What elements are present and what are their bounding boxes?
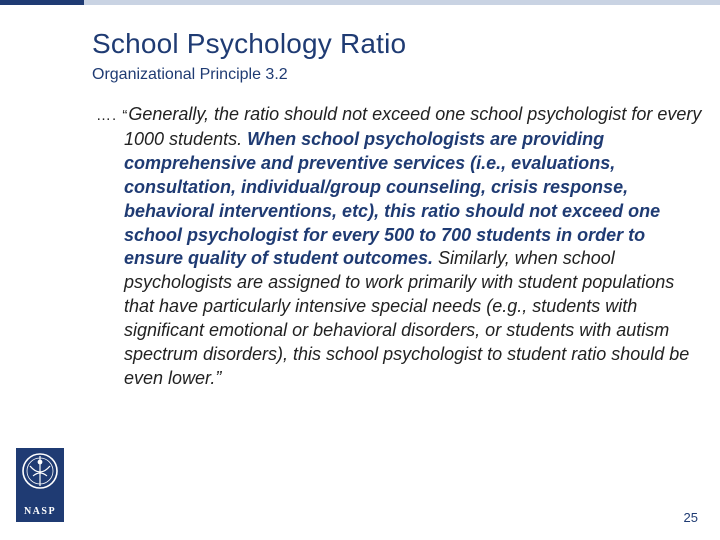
nasp-logo-icon <box>16 448 64 522</box>
quote-part-1: Generally, the ratio should not exceed one school psychologist for every 1000 students. <box>124 104 702 149</box>
top-bar-light <box>84 0 720 5</box>
top-bar-dark <box>0 0 84 5</box>
quote-part-2: Similarly, when school psychologists are assigned to work primarily with student populations that have particularly intensive special needs (e.g., students with significant emotional or behavioral disorders, or students with autism spectrum disorders), this school psychologist to student ratio should be even lower.” <box>124 248 690 388</box>
svg-text:NASP: NASP <box>23 506 57 517</box>
quote-lead: …. “ <box>96 107 129 124</box>
page-number: 25 <box>683 510 698 525</box>
quote-highlight: When school psychologists are providing comprehensive and preventive services (i.e., evaluations, consultation, individual/group counseling, crisis response, behavioral interventions, etc), this ratio should not exceed one school psychologist for every 500 to 700 students in order to ensure quality of student outcomes. <box>124 128 661 269</box>
slide-title: School Psychology Ratio <box>92 28 407 59</box>
slide-subtitle: Organizational Principle 3.2 <box>92 66 288 83</box>
quote-text <box>96 103 704 391</box>
